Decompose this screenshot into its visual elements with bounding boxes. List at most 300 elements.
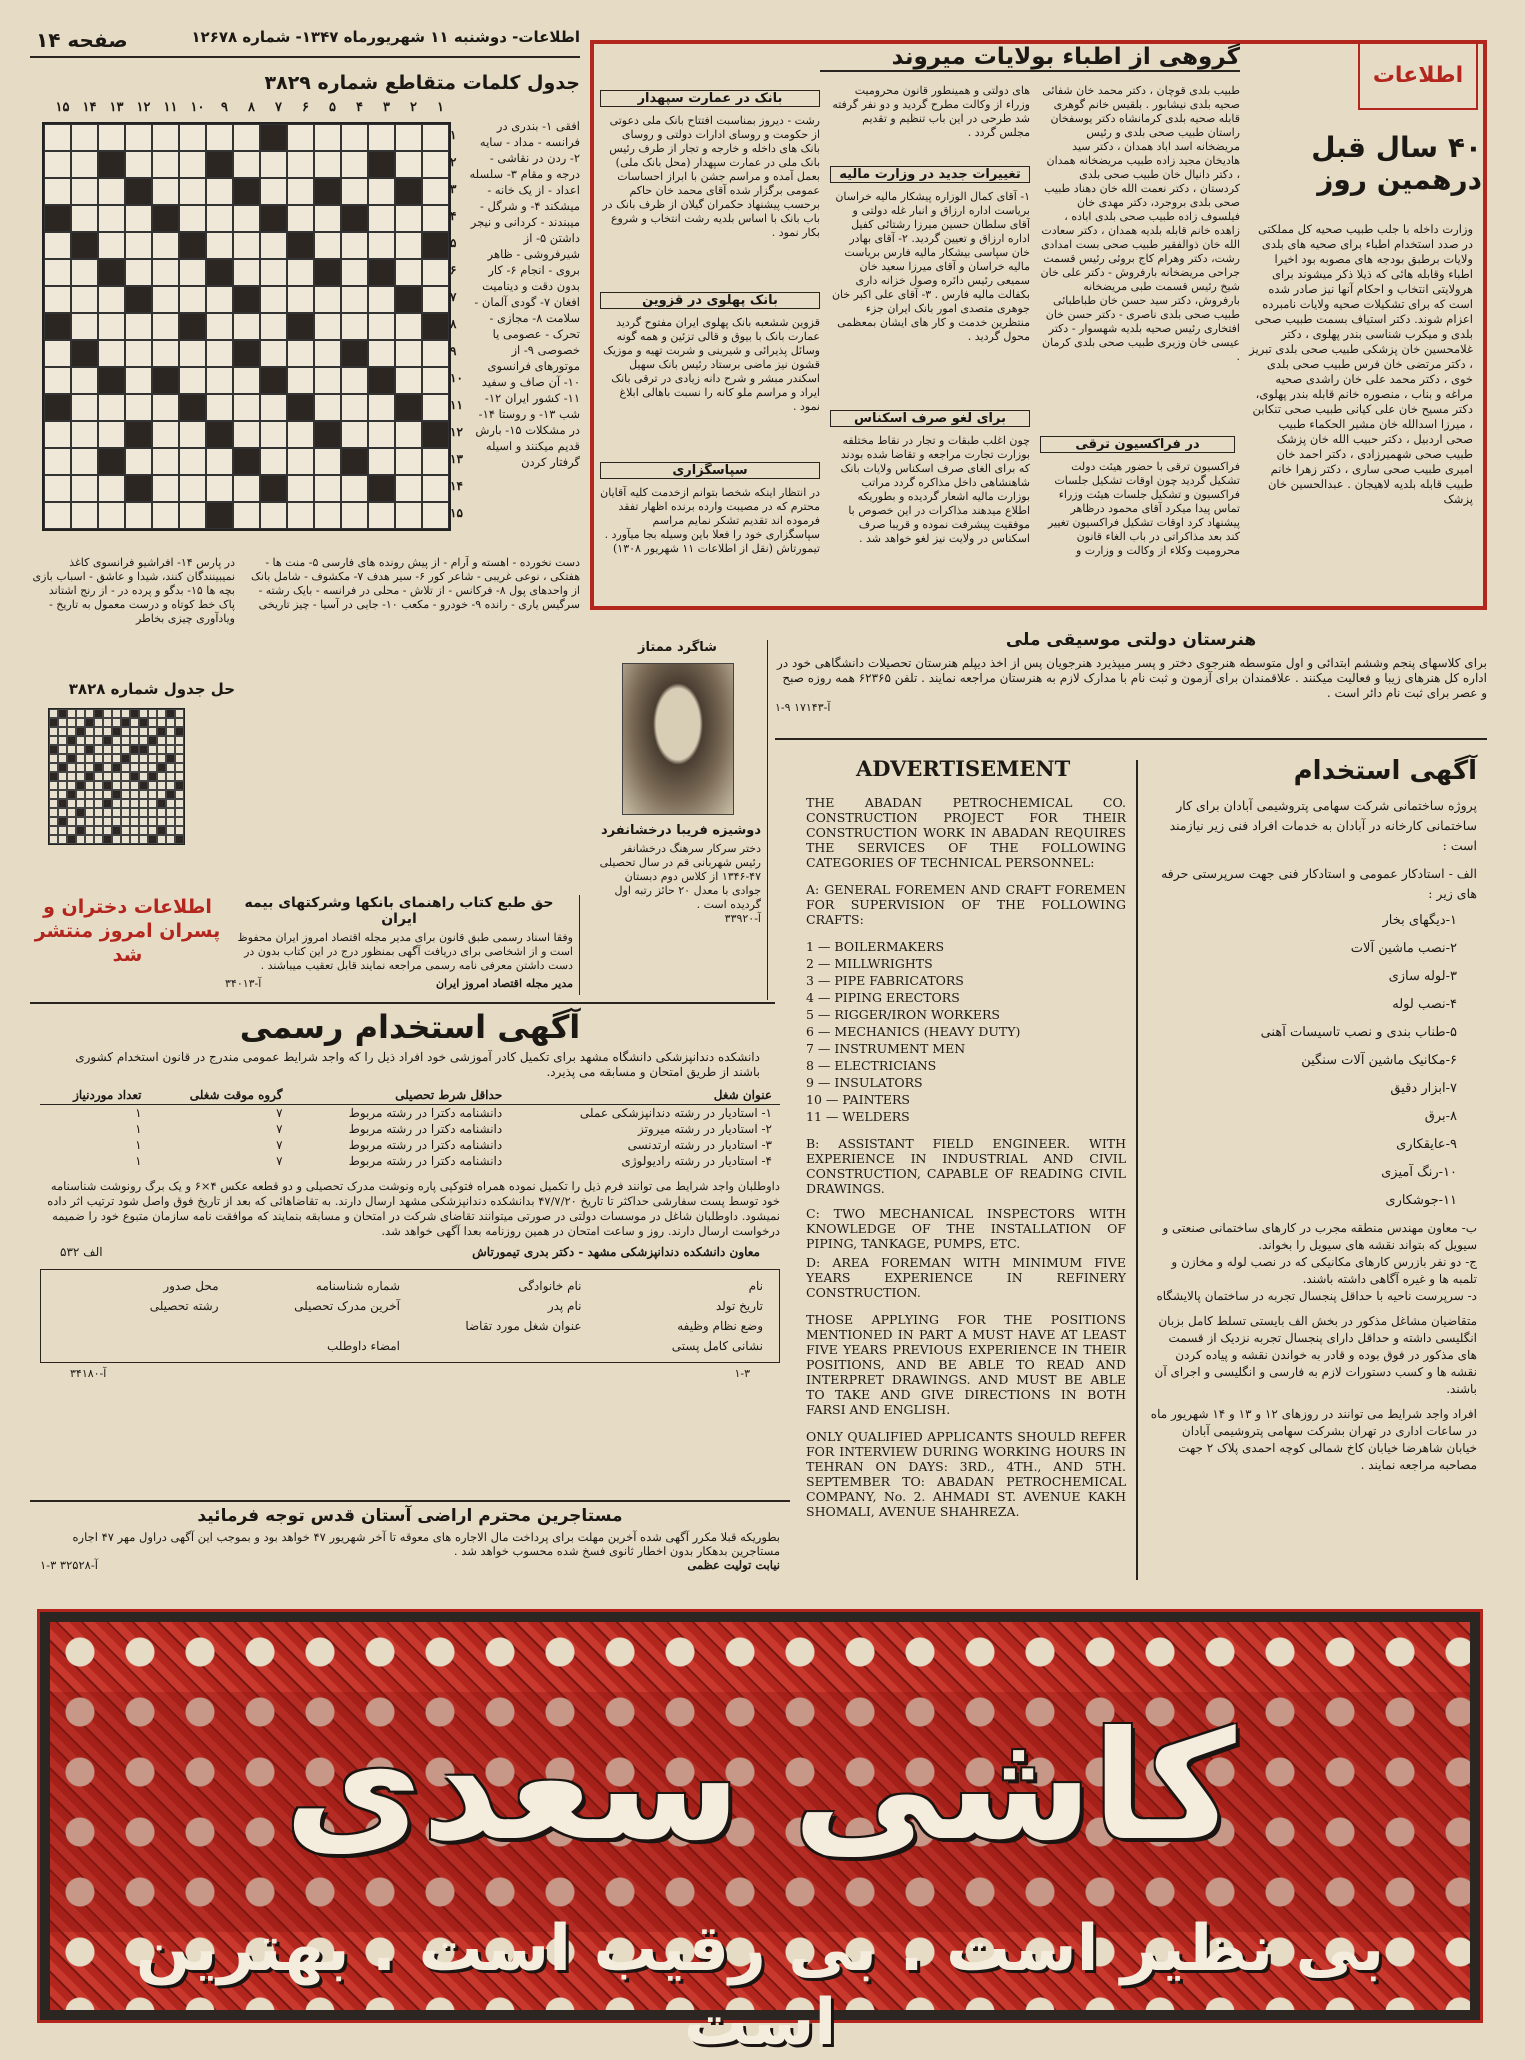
official-ad-ref2: آ-۳۴۱۸۰ <box>70 1367 107 1380</box>
solution-cell <box>175 772 184 781</box>
solution-cell <box>139 727 148 736</box>
crossword-cell <box>125 151 152 178</box>
student-ref: آ-۳۳۹۲۰ <box>724 912 761 925</box>
solution-black-cell <box>175 781 184 790</box>
crossword-black-cell <box>287 232 314 259</box>
solution-cell <box>76 772 85 781</box>
job-ad-persian-item-d: د- سرپرست ناحیه با حداقل پنجسال تجربه در ساختمان پالایشگاه <box>1156 1289 1477 1303</box>
job-ad-persian-item-a: الف - استادکار عمومی و استادکار فنی جهت سرپرستی حرفه های زیر : <box>1161 866 1477 901</box>
solution-cell <box>139 709 148 718</box>
crossword-cell <box>341 421 368 448</box>
crossword-black-cell <box>125 421 152 448</box>
solution-cell <box>85 709 94 718</box>
crossword-black-cell <box>71 232 98 259</box>
solution-cell <box>112 718 121 727</box>
table-cell: ۷ <box>276 1122 283 1136</box>
tenants-body: بطوریکه قبلا مکرر آگهی شده آخرین مهلت برای پرداخت مال الاجاره های معوقه تا آخر شهریور ۴۷ خواهد بود و بموجب این آگهی دراول مهر ۴۷ اجاره مستاجرین بدهکار بدون اخطار ثانوی فسخ شده محسوب خواهد شد . <box>72 1530 780 1558</box>
crossword-cell <box>152 448 179 475</box>
crossword-cell <box>98 124 125 151</box>
doctors-col-b: های دولتی و همینطور قانون محرومیت وزراء از وکالت مطرح گردید و دو نفر گرفته شد طرحی در این باب تنظیم و تقدیم مجلس گردد . <box>832 84 1030 139</box>
crossword-cell <box>179 259 206 286</box>
crossword-cell <box>98 286 125 313</box>
crossword-cell <box>341 259 368 286</box>
crossword-cell <box>44 448 71 475</box>
solution-cell <box>130 808 139 817</box>
solution-black-cell <box>139 745 148 754</box>
crossword-cell <box>179 475 206 502</box>
solution-cell <box>157 790 166 799</box>
crossword-cell <box>287 421 314 448</box>
solution-cell <box>112 736 121 745</box>
crossword-cell <box>71 259 98 286</box>
solution-cell <box>166 763 175 772</box>
crossword-cell <box>260 313 287 340</box>
solution-cell <box>58 781 67 790</box>
solution-cell <box>67 745 76 754</box>
crossword-cell <box>98 502 125 529</box>
table-cell: ۲- استادیار در رشته میروتز <box>637 1122 772 1136</box>
crossword-cell <box>179 502 206 529</box>
solution-black-cell <box>49 772 58 781</box>
crossword-cell <box>395 367 422 394</box>
solution-cell <box>139 772 148 781</box>
crossword-cell <box>233 502 260 529</box>
form-field-label: رشته تحصیلی <box>149 1299 219 1313</box>
solution-cell <box>58 727 67 736</box>
crossword-cell <box>206 448 233 475</box>
crossword-cell <box>179 124 206 151</box>
solution-cell <box>130 835 139 844</box>
solution-black-cell <box>76 826 85 835</box>
crossword-col-number: ۵ <box>329 100 336 115</box>
crossword-cell <box>125 367 152 394</box>
craft-item: ۱-دیگهای بخار <box>1382 913 1457 928</box>
crossword-row-numbers <box>450 122 466 527</box>
crossword-cell <box>98 394 125 421</box>
solution-cell <box>67 817 76 826</box>
table-cell: ۱ <box>135 1106 142 1120</box>
solution-cell <box>49 781 58 790</box>
crossword-row-number: ۱۱ <box>450 398 463 412</box>
crossword-black-cell <box>206 502 233 529</box>
crossword-cell <box>368 502 395 529</box>
tenants-ref: آ-۳۲۵۲۸ ۳-۱ <box>40 1558 98 1572</box>
crossword-cell <box>422 502 449 529</box>
crossword-cell <box>44 502 71 529</box>
crossword-cell <box>341 313 368 340</box>
crossword-cell <box>395 313 422 340</box>
solution-cell <box>49 727 58 736</box>
solution-cell <box>85 790 94 799</box>
crossword-cell <box>206 313 233 340</box>
crossword-cell <box>206 367 233 394</box>
crossword-cell <box>71 475 98 502</box>
solution-black-cell <box>76 781 85 790</box>
crossword-row-number: ۳ <box>450 182 457 196</box>
table-cell: ۱ <box>135 1122 142 1136</box>
solution-cell <box>148 808 157 817</box>
job-ad-english-item-d: D: AREA FOREMAN WITH MINIMUM FIVE YEARS EXPERIENCE IN REFINERY CONSTRUCTION. <box>806 1255 1126 1300</box>
crossword-col-number: ۱ <box>437 100 444 115</box>
job-ad-english-crafts <box>806 939 1126 1124</box>
crossword-cell <box>44 340 71 367</box>
crossword-black-cell <box>125 475 152 502</box>
crossword-black-cell <box>314 421 341 448</box>
crossword-col-number: ۶ <box>302 100 309 115</box>
crossword-cell <box>341 232 368 259</box>
solution-cell <box>112 709 121 718</box>
crossword-cell <box>260 448 287 475</box>
crossword-cell <box>179 151 206 178</box>
solution-cell <box>166 781 175 790</box>
crossword-cell <box>314 124 341 151</box>
bank-sepahdar-title: بانک در عمارت سپهدار <box>600 90 820 107</box>
special-issue-box <box>30 895 225 975</box>
crossword-col-number: ۴ <box>356 100 363 115</box>
solution-cell <box>58 754 67 763</box>
tenants-notice <box>30 1500 790 1592</box>
table-cell: ۱- استادیار در رشته دندانپزشکی عملی <box>579 1106 772 1120</box>
crossword-cell <box>395 475 422 502</box>
crossword-cell <box>422 340 449 367</box>
crossword-black-cell <box>179 232 206 259</box>
bank-pahlavi-body: قزوین ششعبه بانک پهلوی ایران مفتوح گردید عمارت بانک با بیوق و قالی تزئین و همه گونه وسائل پذیرائی و شیرینی و شربت تهیه و موزیک قشون نیز ماضی برستاد رئیس بانک سهیل اسکندر مبشر و شرح دانه زیادی در ترقی بانک ایراد و مراسم ملو کانه را نسبت باهالی ابلاغ نمود . <box>603 316 820 413</box>
crossword-cell <box>422 448 449 475</box>
crossword-cell <box>395 205 422 232</box>
solution-black-cell <box>130 772 139 781</box>
crossword-cell <box>368 313 395 340</box>
crossword-cell <box>314 502 341 529</box>
solution-cell <box>157 772 166 781</box>
crossword-title: جدول کلمات متقاطع شماره ۳۸۲۹ <box>264 72 580 94</box>
crossword-black-cell <box>395 394 422 421</box>
crossword-cell <box>44 151 71 178</box>
solution-cell <box>148 790 157 799</box>
crossword-cell <box>179 421 206 448</box>
dateline: اطلاعات- دوشنبه ۱۱ شهریورماه ۱۳۴۷- شماره ۱۲۶۷۸ <box>191 28 580 46</box>
table-cell: ۷ <box>276 1106 283 1120</box>
solution-black-cell <box>58 799 67 808</box>
crossword-col-number: ۱۳ <box>109 100 124 115</box>
crossword-cell <box>260 151 287 178</box>
crossword-col-number: ۱۵ <box>55 100 70 115</box>
crossword-black-cell <box>368 259 395 286</box>
crossword-cell <box>287 286 314 313</box>
page-number: صفحه ۱۴ <box>36 28 128 52</box>
crossword-cell <box>98 340 125 367</box>
crossword-cell <box>98 313 125 340</box>
crossword-black-cell <box>341 340 368 367</box>
solution-black-cell <box>175 835 184 844</box>
solution-black-cell <box>58 817 67 826</box>
solution-cell <box>103 718 112 727</box>
form-field-label: آخرین مدرک تحصیلی <box>294 1299 400 1313</box>
solution-black-cell <box>121 718 130 727</box>
crossword-cell <box>395 259 422 286</box>
crossword-black-cell <box>44 313 71 340</box>
conservatory-body: برای کلاسهای پنجم وششم ابتدائی و اول متوسطه هنرجوی دختر و پسر میپذیرد هنرجویان پس از اخذ دیپلم هنرستان تحصیلات دانشگاهی خود در اداره کل هنرهای زیبا و فعالیت میکنند . علاقمندان برای آزمون و ثبت نام با مدارک لازم به هنرستان مراجعه نمایند . تلفن ۶۲۳۶۵ همه روزه صبح و عصر برای ثبت نام دائر است . <box>777 656 1487 700</box>
crossword-cell <box>152 124 179 151</box>
solution-cell <box>103 817 112 826</box>
crossword-black-cell <box>395 286 422 313</box>
solution-cell <box>103 808 112 817</box>
solution-black-cell <box>157 799 166 808</box>
solution-cell <box>175 826 184 835</box>
crossword-cell <box>152 286 179 313</box>
solution-black-cell <box>157 763 166 772</box>
history-title-line1: ۴۰ سال قبل <box>1311 131 1482 164</box>
job-ad-persian-item-c: ج- دو نفر بازرس کارهای مکانیکی که در نصب لوله و مخازن و تلمبه ها و غیره آگاهی داشته باشند. <box>1171 1255 1477 1286</box>
crossword-horizontal-clues: افقی ۱- بندری در فرانسه - مداد - سایه ۲- ردن در نقاشی - درجه و مقام ۳- سلسله اعداد - از یک خانه - میشکند ۴- و شرگل - میبندند - کردانی و نیجر داشتن ۵- از شیرفروشی - ظاهر بروی - انجام ۶- کار بدون دقت و دینامیت افغان ۷- گودی آلمان - سلامت ۸- مجازی - تحرک - عصومی یا خصوصی ۹- از موتورهای فرانسوی ۱۰- آن صاف و سفید ۱۱- کشور ایران ۱۲- شب ۱۳- و روستا ۱۴- در مشکلات ۱۵- بارش قدیم میکنند و اسیله گرفتار کردن <box>469 119 580 469</box>
craft-item: ۹-عایقکاری <box>1396 1137 1457 1152</box>
crossword-cell <box>395 448 422 475</box>
solution-cell <box>121 835 130 844</box>
crossword-cell <box>206 178 233 205</box>
solution-cell <box>67 781 76 790</box>
solution-cell <box>130 727 139 736</box>
solution-black-cell <box>103 781 112 790</box>
craft-item: 5 — RIGGER/IRON WORKERS <box>806 1007 1000 1022</box>
solution-cell <box>139 790 148 799</box>
crossword-cell <box>260 502 287 529</box>
crossword-cell <box>314 232 341 259</box>
solution-cell <box>130 826 139 835</box>
craft-item: 11 — WELDERS <box>806 1109 910 1124</box>
crossword-black-cell <box>44 394 71 421</box>
crossword-cell <box>368 286 395 313</box>
solution-black-cell <box>112 790 121 799</box>
crossword-cell <box>287 151 314 178</box>
crossword-cell <box>44 178 71 205</box>
craft-item: ۸-برق <box>1424 1109 1457 1124</box>
job-ad-english-item-c: C: TWO MECHANICAL INSPECTORS WITH KNOWLEDGE OF THE INSTALLATION OF PIPING, TANKAGE, PUMPS, ETC. <box>806 1206 1126 1251</box>
application-form <box>40 1269 780 1363</box>
crossword-cell <box>314 367 341 394</box>
solution-cell <box>85 835 94 844</box>
craft-item: 6 — MECHANICS (HEAVY DUTY) <box>806 1024 1021 1039</box>
solution-cell <box>67 772 76 781</box>
form-field-label: محل صدور <box>163 1279 219 1293</box>
solution-cell <box>49 817 58 826</box>
crossword-black-cell <box>206 151 233 178</box>
rights-notice-body: وفقا اسناد رسمی طبق قانون برای مدیر مجله اقتصاد امروز ایران محفوظ است و از اشخاصی برای دریافت آگهی بمنظور درج در این کتاب بدون در دست داشتن معرفی نامه رسمی مراجعه نمایند قابل تعقیب میباشند . <box>237 931 573 972</box>
solution-cell <box>85 817 94 826</box>
form-field-label <box>47 1336 229 1356</box>
craft-item: 1 — BOILERMAKERS <box>806 939 945 954</box>
crossword-black-cell <box>152 205 179 232</box>
crossword-grid <box>42 122 451 531</box>
crossword-cell <box>71 421 98 448</box>
crossword-cell <box>206 232 233 259</box>
solution-black-cell <box>67 790 76 799</box>
crossword-cell <box>179 448 206 475</box>
solution-cell <box>103 790 112 799</box>
crossword-cell <box>314 394 341 421</box>
table-cell: ۷ <box>276 1154 283 1168</box>
crossword-cell <box>233 313 260 340</box>
crossword-cell <box>71 205 98 232</box>
job-ad-english-item-a: A: GENERAL FOREMEN AND CRAFT FOREMEN FOR SUPERVISION OF THE FOLLOWING CRAFTS: <box>806 882 1126 927</box>
form-field-label: تاریخ تولد <box>715 1299 763 1313</box>
solution-cell <box>67 826 76 835</box>
crossword-cell <box>287 178 314 205</box>
official-ad <box>30 1008 790 1468</box>
craft-item: ۷-ابزار دقیق <box>1390 1081 1457 1096</box>
solution-cell <box>94 790 103 799</box>
table-cell: دانشنامه دکترا در رشته مربوط <box>348 1154 503 1168</box>
solution-cell <box>85 727 94 736</box>
crossword-cell <box>152 502 179 529</box>
crossword-cell <box>179 205 206 232</box>
solution-cell <box>157 817 166 826</box>
solution-cell <box>130 781 139 790</box>
crossword-cell <box>368 448 395 475</box>
form-field-label: نشانی کامل پستی <box>671 1339 763 1353</box>
solution-cell <box>157 718 166 727</box>
crossword-cell <box>260 394 287 421</box>
table-header: عنوان شغل <box>510 1086 780 1105</box>
solution-cell <box>139 736 148 745</box>
solution-cell <box>112 781 121 790</box>
solution-cell <box>58 772 67 781</box>
crossword-cell <box>287 124 314 151</box>
crossword-cell <box>368 232 395 259</box>
solution-black-cell <box>58 709 67 718</box>
crossword-cell <box>368 340 395 367</box>
solution-cell <box>175 709 184 718</box>
solution-cell <box>175 745 184 754</box>
solution-cell <box>94 835 103 844</box>
crossword-row-number: ۵ <box>450 236 457 250</box>
form-field-label: امضاء داوطلب <box>326 1339 400 1353</box>
tile-advertisement <box>40 1612 1480 2060</box>
official-ad-table <box>30 1086 790 1169</box>
craft-item: ۳-لوله سازی <box>1388 969 1457 984</box>
solution-cell <box>166 727 175 736</box>
crossword-black-cell <box>368 151 395 178</box>
craft-item: ۶-مکانیک ماشین آلات سنگین <box>1301 1053 1457 1068</box>
solution-cell <box>103 763 112 772</box>
solution-cell <box>49 808 58 817</box>
conservatory-ref: آ-۱۷۱۴۳ ۹-۱ <box>775 701 831 714</box>
crossword-cell <box>233 475 260 502</box>
solution-black-cell <box>139 718 148 727</box>
crossword-row-number: ۲ <box>450 155 457 169</box>
crossword-black-cell <box>395 178 422 205</box>
solution-cell <box>148 763 157 772</box>
crossword-cell <box>71 178 98 205</box>
thanks-body: در انتظار اینکه شخصا بتوانم ازخدمت کلیه آقایان محترم که در مصیبت وارده برنده اظهار تفقد فرموده اند تقدیم تشکر نمایم مراسم سپاسگزاری خود را فعلا باین وسیله بجا میآورد . تیمورتاش (نقل از اطلاعات ۱۱ شهریور ۱۳۰۸) <box>600 486 820 555</box>
solution-cell <box>121 808 130 817</box>
crossword-row-number: ۹ <box>450 344 457 358</box>
solution-black-cell <box>49 718 58 727</box>
student-label: شاگرد ممتاز <box>638 640 717 655</box>
solution-black-cell <box>157 727 166 736</box>
solution-cell <box>130 817 139 826</box>
crossword-col-number: ۷ <box>275 100 282 115</box>
solution-cell <box>67 763 76 772</box>
solution-cell <box>67 718 76 727</box>
solution-cell <box>94 799 103 808</box>
form-field-label: نام پدر <box>547 1299 582 1313</box>
application-form-table <box>47 1276 773 1356</box>
history-title <box>1260 132 1482 196</box>
crossword-cell <box>206 124 233 151</box>
crossword-cell <box>422 178 449 205</box>
solution-cell <box>49 790 58 799</box>
form-field-label: نام خانوادگی <box>518 1279 582 1293</box>
crossword-black-cell <box>206 259 233 286</box>
solution-cell <box>148 826 157 835</box>
solution-black-cell <box>49 745 58 754</box>
crossword-col-number: ۱۱ <box>163 100 178 115</box>
crossword-row-number: ۶ <box>450 263 457 277</box>
tenants-title: مستاجرین محترم اراضی آستان قدس توجه فرمائید <box>197 1506 623 1526</box>
solution-cell <box>112 817 121 826</box>
craft-item: 8 — ELECTRICIANS <box>806 1058 937 1073</box>
solution-cell <box>76 817 85 826</box>
crossword-cell <box>179 178 206 205</box>
newspaper-logo-text: اطلاعات <box>1372 63 1464 88</box>
crossword-row-number: ۸ <box>450 317 457 331</box>
solution-cell <box>139 754 148 763</box>
solution-black-cell <box>148 772 157 781</box>
solution-cell <box>130 763 139 772</box>
official-ad-intro: دانشکده دندانپزشکی دانشگاه مشهد برای تکمیل کادر آموزشی خود افراد ذیل را که واجد شرایط عمومی مندرج در قانون استخدام کشوری باشند از طریق امتحان و مسابقه می پذیرد. <box>75 1050 760 1079</box>
solution-cell <box>85 763 94 772</box>
solution-cell <box>121 772 130 781</box>
crossword-cell <box>287 502 314 529</box>
crossword-cell <box>314 340 341 367</box>
crossword-cell <box>125 340 152 367</box>
solution-cell <box>139 808 148 817</box>
solution-black-cell <box>85 718 94 727</box>
crossword-row-number: ۱۰ <box>450 371 463 385</box>
crossword-row-number: ۱۴ <box>450 479 463 493</box>
solution-cell <box>130 799 139 808</box>
crossword-cell <box>179 286 206 313</box>
solution-black-cell <box>130 709 139 718</box>
crossword-cell <box>341 151 368 178</box>
masthead-rule <box>30 56 580 58</box>
solution-cell <box>139 817 148 826</box>
crossword-cell <box>395 502 422 529</box>
crossword-cell <box>368 205 395 232</box>
prev-solution-title: حل جدول شماره ۳۸۲۸ <box>68 680 235 698</box>
crossword-cell <box>314 286 341 313</box>
job-ad-persian-conditions: متقاضیان مشاغل مذکور در بخش الف بایستی تسلط کامل بزبان انگلیسی داشته و حداقل دارای پنجسال تجربه نزدیک از قسمت های مذکور در فوق بوده و قادر به خواندن نقشه و پیاده کردن نقشه ها و کسب دستورات لازم به فارسی و انگلیسی و اجرای آن باشند. <box>1154 1314 1477 1396</box>
job-ad-divider <box>1136 760 1138 1580</box>
crossword-row-number: ۴ <box>450 209 457 223</box>
crossword-col-number: ۹ <box>221 100 228 115</box>
crossword-cell <box>125 259 152 286</box>
solution-black-cell <box>148 835 157 844</box>
solution-cell <box>76 754 85 763</box>
crossword-cell <box>206 340 233 367</box>
crossword-cell <box>152 151 179 178</box>
solution-cell <box>139 826 148 835</box>
solution-cell <box>121 826 130 835</box>
crossword-cell <box>260 421 287 448</box>
crossword-cell <box>341 286 368 313</box>
form-field-label <box>47 1316 229 1336</box>
solution-cell <box>85 799 94 808</box>
crossword-black-cell <box>260 124 287 151</box>
crossword-black-cell <box>233 340 260 367</box>
crossword-cell <box>206 394 233 421</box>
crossword-cell <box>152 421 179 448</box>
solution-black-cell <box>94 709 103 718</box>
